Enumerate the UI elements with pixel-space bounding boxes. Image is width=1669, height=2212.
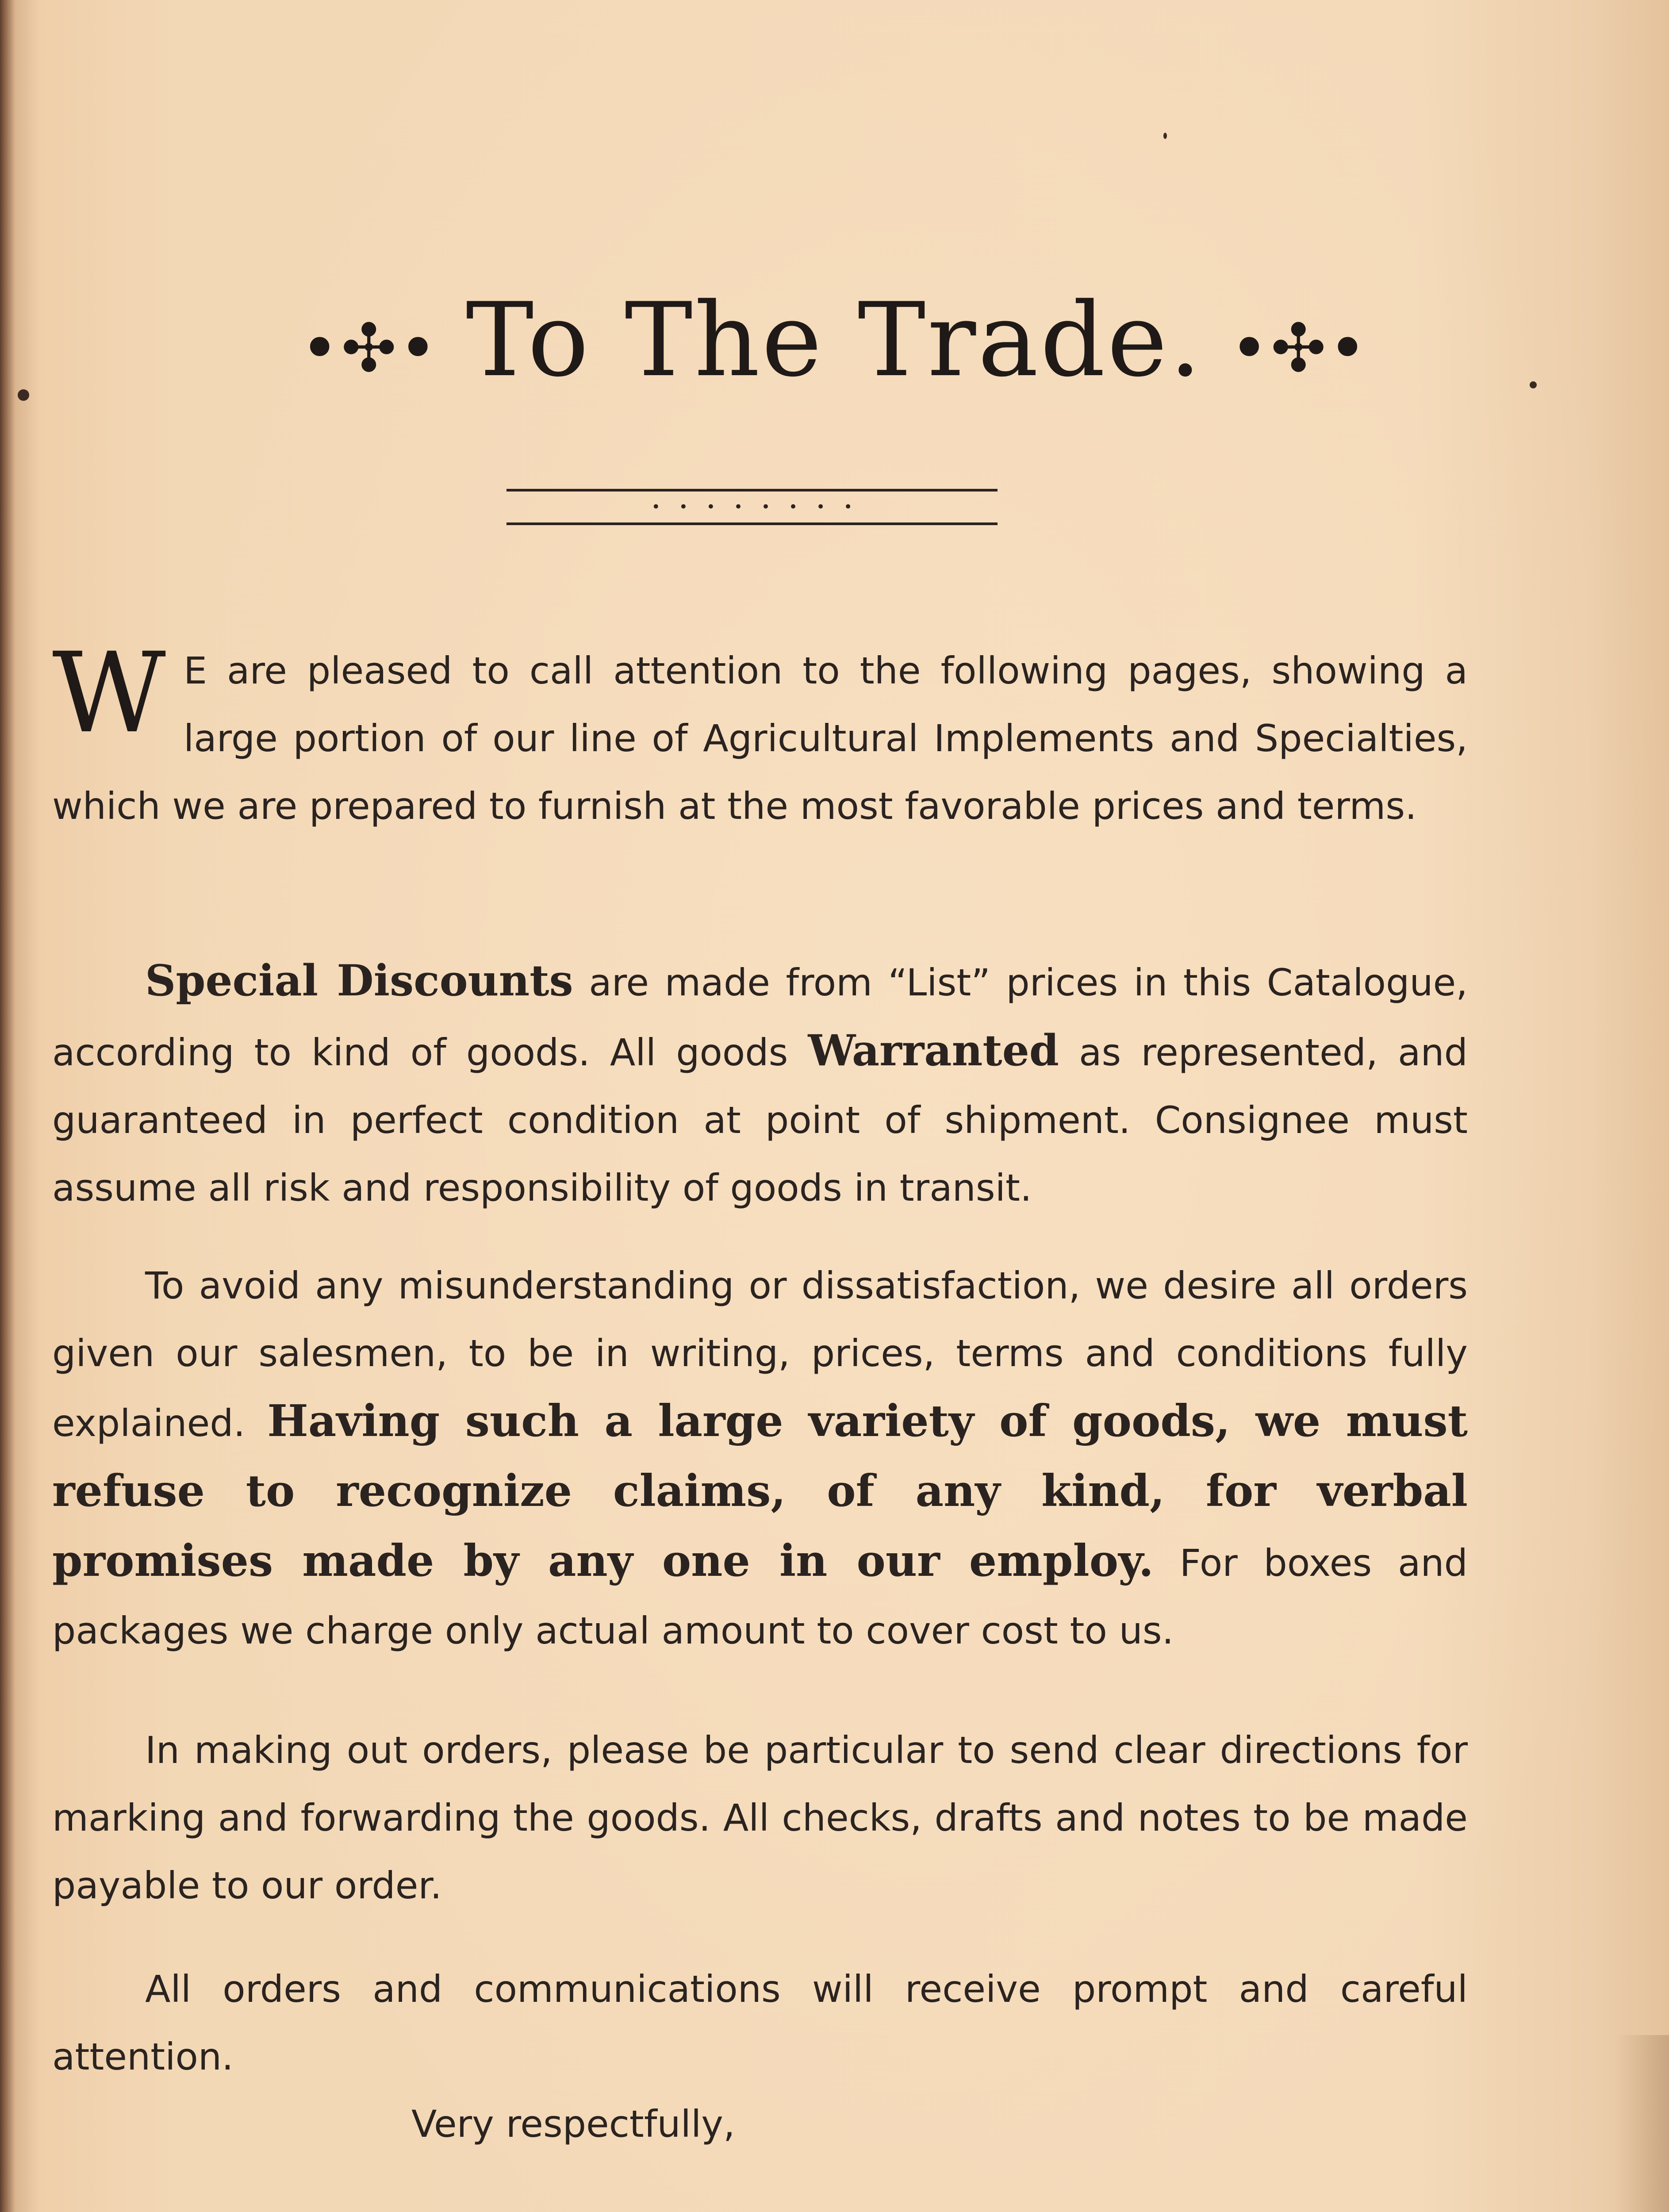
paragraph-attention-text: All orders and communications will receive prompt and careful attention. bbox=[52, 1967, 1468, 2078]
special-discounts-heading: Special Discounts bbox=[145, 956, 573, 1006]
paragraph-orders-tail: For boxes and packages we charge only actual amount to cover cost to us. bbox=[52, 1541, 1468, 1652]
paragraph-directions bbox=[52, 1717, 1468, 1920]
divider-stars: •••••••• bbox=[651, 498, 871, 516]
drop-cap: W bbox=[52, 629, 166, 757]
ornament-right-icon: •✣• bbox=[1229, 310, 1369, 387]
paragraph-discounts-text: are made from “List” prices in this Catalogue, according to kind of goods. All goods bbox=[52, 961, 1468, 1074]
paragraph-intro-text: E are pleased to call attention to the following pages, showing a large portion of our line of Agricultural Implements and Specialties, which we are prepared to furnish at the most favorable prices and terms. bbox=[52, 649, 1468, 828]
title-divider bbox=[506, 489, 998, 525]
warranted-heading: Warranted bbox=[808, 1025, 1059, 1075]
page-title bbox=[0, 274, 1669, 415]
page-edge-shadow bbox=[1616, 2035, 1669, 2212]
paragraph-orders-text: To avoid any misunderstanding or dissatisfaction, we desire all orders given our salesmen, to be in writing, prices, terms and conditions fully explained. bbox=[52, 1264, 1468, 1445]
ornament-left-icon: •✣• bbox=[300, 310, 440, 387]
title-text: To The Trade. bbox=[466, 281, 1203, 399]
verbal-promises-notice: Having such a large variety of goods, we must refuse to recognize claims, of any kind, for verbal promises made by any one in our employ. bbox=[52, 1396, 1468, 1586]
paragraph-attention bbox=[52, 1955, 1468, 2091]
paragraph-discounts bbox=[52, 947, 1468, 1222]
paragraph-intro bbox=[52, 629, 1468, 840]
closing-salutation: Very respectfully, bbox=[411, 2102, 735, 2146]
paragraph-orders bbox=[52, 1252, 1468, 1665]
divider-rule-bottom bbox=[506, 522, 998, 525]
page-speck bbox=[1163, 133, 1167, 139]
paragraph-directions-text: In making out orders, please be particular to send clear directions for marking and forwarding the goods. All checks, drafts and notes to be made payable to our order. bbox=[52, 1728, 1468, 1907]
paragraph-discounts-rest: as represented, and guaranteed in perfect condition at point of shipment. Consignee must assume all risk and responsibility of goods in transit. bbox=[52, 1031, 1468, 1210]
